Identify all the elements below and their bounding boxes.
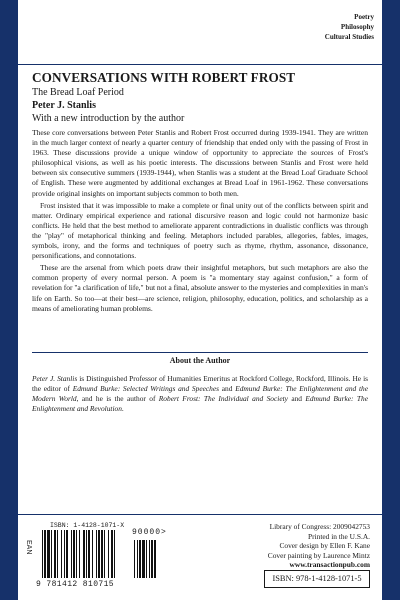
book-title: CONVERSATIONS WITH ROBERT FROST	[32, 70, 296, 85]
barcode-addon-bar	[151, 540, 153, 578]
description-paragraph: These are the arsenal from which poets draw their insightful metaphors, but such metaphors are also the common property of every normal person. A poem is "a momentary stay against confusion," a form of revelation for "a clarification of life," but not a final, absolute answer to the mysteries and complexities in man's life on Earth. So too—at their best—are science, religion, philosophy, education, politics, and scholarship as a means of ameliorating human problems.	[32, 263, 368, 313]
book-reference: Edmund Burke: Selected Writings and Speeches	[72, 384, 220, 393]
barcode-bar	[71, 530, 72, 578]
barcode-bar	[96, 530, 97, 578]
barcode-addon-bar	[149, 540, 150, 578]
barcode-bar	[111, 530, 113, 578]
subject-item: Philosophy	[340, 23, 374, 31]
printed-in: Printed in the U.S.A.	[308, 531, 370, 541]
book-reference: Robert Frost: The Individual and Society	[158, 394, 288, 403]
barcode-bar	[47, 530, 50, 578]
barcode-addon-bar	[142, 540, 145, 578]
barcode-bar	[76, 530, 77, 578]
about-fragment: , and he is the author of	[76, 394, 159, 403]
barcode-addon-bar	[146, 540, 147, 578]
barcode-bar	[83, 530, 85, 578]
barcode-addon-bar	[134, 540, 135, 578]
library-of-congress: Library of Congress: 2009042753	[269, 522, 370, 531]
barcode-bar	[88, 530, 90, 578]
barcode-bar	[104, 530, 105, 578]
about-fragment: and	[219, 384, 236, 393]
back-cover	[18, 0, 382, 600]
subject-item: Cultural Studies	[324, 33, 374, 41]
book-description	[32, 128, 368, 316]
barcode-bar	[64, 530, 65, 578]
about-author-text	[32, 374, 368, 414]
barcode-bar	[79, 530, 80, 578]
book-reference: Edmund Burke: The Enlightenment and Revolution	[32, 394, 368, 413]
barcode-bar	[92, 530, 93, 578]
barcode-addon-bar	[139, 540, 141, 578]
book-reference: Edmund Burke: The Enlightenment and the Modern World	[32, 384, 368, 403]
barcode-bar	[86, 530, 87, 578]
publication-info	[220, 522, 370, 570]
cover-design-credit: Cover design by Ellen F. Kane	[279, 541, 370, 550]
author-name: Peter J. Stanlis	[32, 374, 78, 383]
barcode-addon-bar	[137, 540, 138, 578]
barcode-bar	[54, 530, 56, 578]
barcode-bar	[114, 530, 115, 578]
publisher-url: www.transactionpub.com	[289, 560, 370, 569]
barcode-bar	[57, 530, 58, 578]
barcode-bar	[73, 530, 75, 578]
isbn-box: ISBN: 978-1-4128-1071-5	[264, 570, 370, 588]
book-author: Peter J. Stanlis	[32, 100, 96, 111]
introduction-note: With a new introduction by the author	[32, 113, 185, 124]
barcode-bar	[108, 530, 109, 578]
section-divider	[32, 352, 368, 353]
about-fragment: is Distinguished Professor of Humanities Emeritus at Rockford College, Rockford, Illinois. He is the editor of	[32, 374, 368, 393]
barcode-bars-icon	[42, 530, 162, 580]
subject-item: Poetry	[354, 13, 374, 21]
barcode	[25, 522, 167, 592]
barcode-bar	[98, 530, 100, 578]
book-subtitle: The Bread Loaf Period	[32, 87, 124, 98]
top-divider	[18, 64, 382, 65]
about-fragment: and	[287, 394, 306, 403]
cover-painting-credit: Cover painting by Laurence Mintz	[267, 550, 370, 560]
description-paragraph: Frost insisted that it was impossible to make a complete or final unity out of the conflicts between spirit and matter. Ordinary empirical experience and rational discursive reason and logic could not harmonize basic conflicts. He held that the best method to ameliorate apparent contradictions in dualistic conflicts was through the "play" of metaphorical thinking and feeling. Metaphors included parables, allegories, fables, images, symbols, irony, and the forms and techniques of poetry such as rhyme, rhythm, assonance, dissonance, personifications, and connotations.	[32, 200, 368, 261]
barcode-addon-bar	[154, 540, 156, 578]
barcode-bar	[101, 530, 103, 578]
barcode-bar	[66, 530, 68, 578]
barcode-bar	[61, 530, 62, 578]
barcode-bar	[42, 530, 43, 578]
about-heading: About the Author	[169, 356, 231, 365]
ean-label: EAN	[25, 540, 32, 555]
bottom-divider	[18, 514, 382, 515]
barcode-addon-number: 90000>	[132, 528, 167, 537]
barcode-digits: 9 781412 810715	[36, 580, 115, 589]
barcode-isbn-label: ISBN: 1-4128-1071-X	[50, 522, 125, 529]
barcode-bar	[51, 530, 52, 578]
description-paragraph: These core conversations between Peter Stanlis and Robert Frost occurred during 1939-1941. They are written in the much larger context of nearly a quarter century of friendship that ended only with the passing of Frost in 1963. These discussions provide a unique window of opportunity to appreciate the sources of Frost's philosophical visions, as well as his poetic interests. The discussions between Stanlis and Frost were held between six consecutive summers (1939-1944), when Stanlis was a student at the Bread Loaf Graduate School of English. These were augmented by additional exchanges at Bread Loaf in 1961-1962. These conversations provide original insights on important subjects common to both men.	[32, 128, 368, 198]
subject-list	[325, 12, 374, 42]
about-fragment: .	[121, 404, 124, 413]
barcode-bar	[44, 530, 46, 578]
